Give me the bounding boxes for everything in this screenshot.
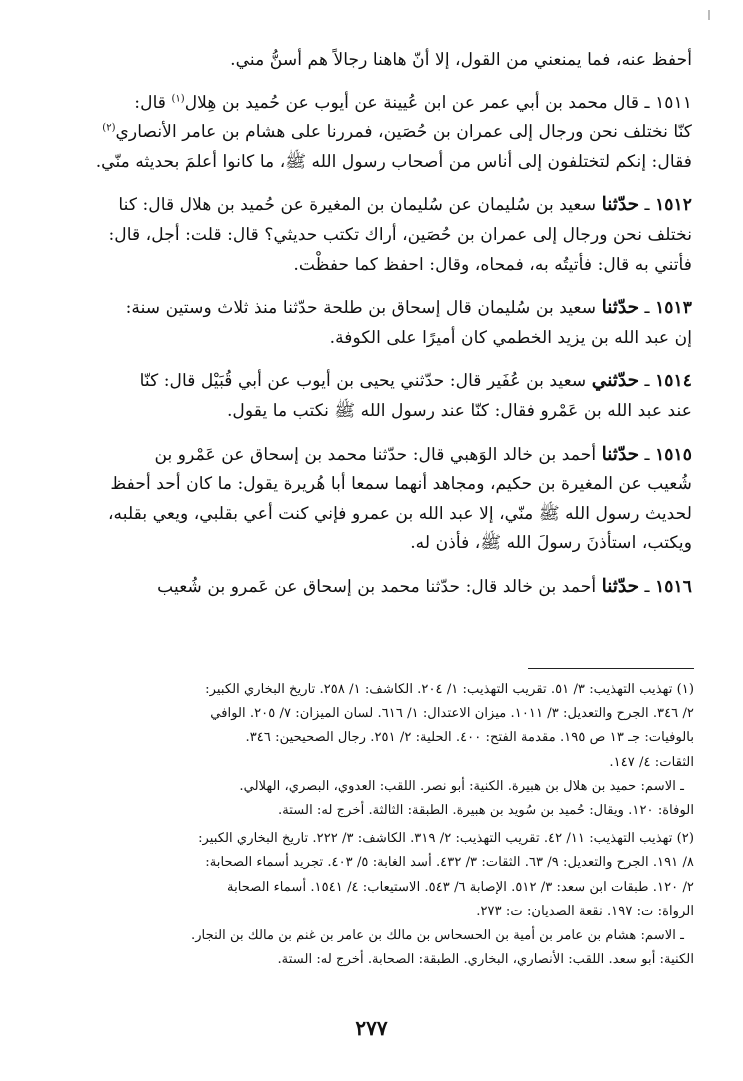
hadith-line: ١٥١٤ ـ حدّثني سعيد بن عُفَير قال: حدّثني يحيى بن أيوب عن أبي قُبَيْل قال: كنّا <box>139 370 692 392</box>
hadith-text: أحمد بن خالد الوَهبي قال: حدّثنا محمد بن إسحاق عن عَمْرو بن <box>154 444 597 465</box>
footnote-line: ٢/ ٣٤٦. الجرح والتعديل: ٣/ ١٠١١. ميزان الاعتدال: ١/ ٦١٦. لسان الميزان: ٧/ ٢٠٥. الوافي <box>210 706 694 722</box>
hadith-line: نختلف نحن ورجال إلى عمران بن حُصَين، أراك تكتب حديثي؟ قال: قلت: أجل، قال: <box>108 224 692 245</box>
scan-mark <box>708 10 710 20</box>
hadith-1514 <box>62 366 692 426</box>
hadith-text: سعيد بن سُليمان قال إسحاق بن طلحة حدّثنا منذ ثلاث وستين سنة: <box>125 298 597 319</box>
hadith-number: ١٥١٢ <box>655 195 692 216</box>
footnote-detail: ـ الاسم: هشام بن عامر بن أمية بن الحسحاس بن مالك بن عامر بن غنم بن مالك بن النجار. <box>191 928 684 944</box>
hadith-text: ١٥١١ ـ قال محمد بن أبي عمر عن ابن عُيينة عن أيوب عن حُميد بن هِلال <box>184 92 692 113</box>
transmission-keyword: حدّثنا <box>601 194 640 216</box>
footnote-separator <box>528 668 694 669</box>
footnote-line: (١) تهذيب التهذيب: ٣/ ٥١. تقريب التهذيب: ١/ ٢٠٤. الكاشف: ١/ ٢٥٨. تاريخ البخاري الكبير: <box>205 682 694 697</box>
footnote-ref[interactable]: (١) <box>171 92 185 104</box>
footnote-line: ٨/ ١٩١. الجرح والتعديل: ٩/ ٦٣. الثقات: ٣/ ٤٣٢. أسد الغابة: ٥/ ٤٠٣. تجريد أسماء الصحابة: <box>205 855 694 871</box>
transmission-keyword: حدّثني <box>591 370 640 392</box>
hadith-1516 <box>62 572 692 603</box>
hadith-line: إن عبد الله بن يزيد الخطمي كان أميرًا على الكوفة. <box>329 327 692 348</box>
hadith-text: سعيد بن عُفَير قال: حدّثني يحيى بن أيوب عن أبي قُبَيْل قال: كنّا <box>139 371 587 392</box>
main-text <box>62 46 692 603</box>
transmission-keyword: حدّثنا <box>601 575 640 597</box>
footnotes <box>62 678 694 976</box>
footnote-ref[interactable]: (٢) <box>102 122 116 134</box>
hadith-line <box>62 89 692 119</box>
hadith-1512 <box>62 190 692 280</box>
footnote-line: الثقات: ٤/ ١٤٧. <box>609 754 694 770</box>
footnote-1 <box>62 678 694 823</box>
transmission-keyword: حدّثنا <box>601 297 640 319</box>
hadith-line: عند عبد الله بن عَمْرو فقال: كنّا عند رسول الله ﷺ نكتب ما يقول. <box>226 400 692 421</box>
hadith-number: ١٥١٣ <box>655 298 692 319</box>
hadith-text: أحمد بن خالد قال: حدّثنا محمد بن إسحاق عن عَمرو بن شُعيب <box>157 576 597 597</box>
hadith-number: ١٥١٥ <box>655 444 692 465</box>
transmission-keyword: حدّثنا <box>601 443 640 465</box>
hadith-text: سعيد بن سُليمان عن سُليمان بن المغيرة عن حُميد بن هلال قال: كنا <box>118 195 597 216</box>
hadith-line: فقال: إنكم لتختلفون إلى أناس من أصحاب رسول الله ﷺ، ما كانوا أعلمَ بحديثه منّي. <box>95 151 692 172</box>
footnote-2 <box>62 827 694 972</box>
hadith-number: ١٥١٦ <box>655 576 692 597</box>
footnote-line: بالوفيات: جـ ١٣ ص ١٩٥. مقدمة الفتح: ٤٠٠. الحلية: ٢/ ٢٥١. رجال الصحيحين: ٣٤٦. <box>245 730 694 746</box>
hadith-text: قال: <box>134 92 172 113</box>
hadith-1511 <box>62 89 692 178</box>
hadith-line: ١٥١٣ ـ حدّثنا سعيد بن سُليمان قال إسحاق بن طلحة حدّثنا منذ ثلاث وستين سنة: <box>125 297 692 319</box>
hadith-number: ١٥١٤ <box>655 371 692 392</box>
hadith-1513 <box>62 293 692 353</box>
hadith-line: ١٥١٦ ـ حدّثنا أحمد بن خالد قال: حدّثنا محمد بن إسحاق عن عَمرو بن شُعيب <box>157 575 692 597</box>
hadith-1515 <box>62 440 692 559</box>
hadith-line: فأتني به قال: فأتيتُه به، فمحاه، وقال: احفظ كما حفظْت. <box>293 254 692 275</box>
footnote-detail: ـ الاسم: حميد بن هلال بن هبيرة. الكنية: أبو نصر. اللقب: العدوي، البصري، الهلالي. <box>239 778 684 794</box>
footnote-line: ٢/ ١٢٠. طبقات ابن سعد: ٣/ ٥١٢. الإصابة ٦/ ٥٤٣. الاستيعاب: ٤/ ١٥٤١. أسماء الصحابة <box>227 879 694 895</box>
footnote-line: الرواة: ت: ١٩٧. نقعة الصديان: ت: ٢٧٣. <box>476 903 694 919</box>
hadith-line: ويكتب، استأذنَ رسولَ الله ﷺ، فأذن له. <box>410 533 692 554</box>
hadith-text: كنّا نختلف نحن ورجال إلى عمران بن حُصَين، فمررنا على هشام بن عامر الأنصاري <box>115 122 692 143</box>
intro-line: أحفظ عنه، فما يمنعني من القول، إلا أنّ هاهنا رجالاً هم أسنُّ مني. <box>230 50 692 70</box>
hadith-line: لحديث رسول الله ﷺ منّي، إلا عبد الله بن عمرو فإني كنت أعي بقلبي، ويعي بقلبه، <box>108 503 692 524</box>
footnote-detail: الكنية: أبو سعد. اللقب: الأنصاري، البخاري. الطبقة: الصحابة. أخرج له: الستة. <box>277 952 694 968</box>
hadith-line: ١٥١٥ ـ حدّثنا أحمد بن خالد الوَهبي قال: حدّثنا محمد بن إسحاق عن عَمْرو بن <box>154 443 692 465</box>
hadith-line: ١٥١٢ ـ حدّثنا سعيد بن سُليمان عن سُليمان بن المغيرة عن حُميد بن هلال قال: كنا <box>118 194 692 216</box>
hadith-line <box>62 118 692 148</box>
footnote-line: (٢) تهذيب التهذيب: ١١/ ٤٢. تقريب التهذيب: ٢/ ٣١٩. الكاشف: ٣/ ٢٢٢. تاريخ البخاري الكبير: <box>198 831 694 847</box>
page-number: ٢٧٧ <box>355 1016 388 1040</box>
hadith-line: شُعيب عن المغيرة بن حكيم، ومجاهد أنهما سمعا أبا هُريرة يقول: ما كان أحد أحفظ <box>110 474 692 495</box>
footnote-detail: الوفاة: ١٢٠. ويقال: حُميد بن سُويد بن هبيرة. الطبقة: الثالثة. أخرج له: الستة. <box>278 803 694 819</box>
